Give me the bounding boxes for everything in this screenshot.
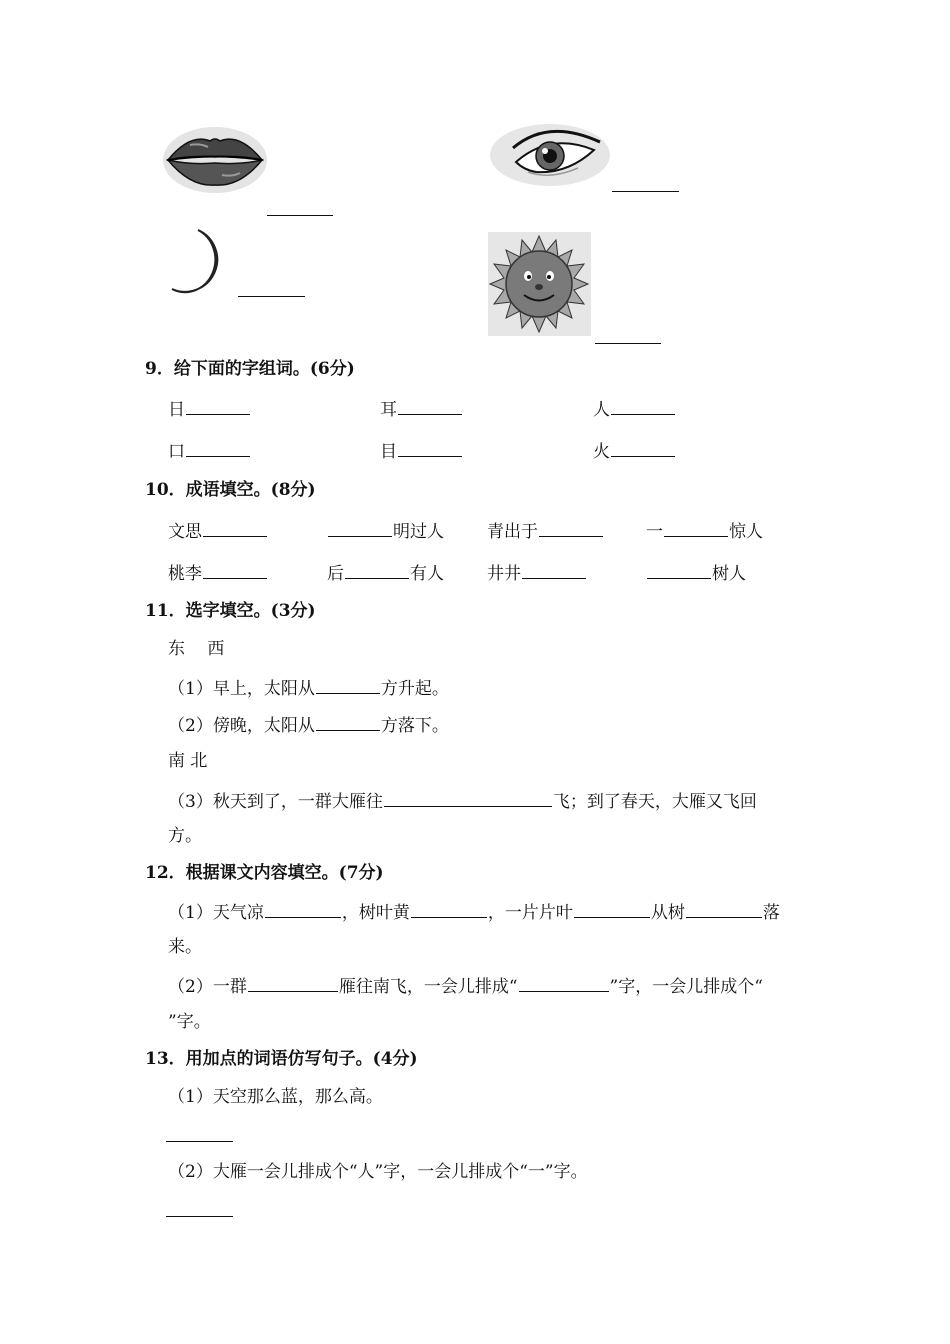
q9-blank[interactable] [186,439,250,457]
sentence-text: ”字，一会儿排成个“ [609,977,763,997]
idiom-text: 树人 [712,564,746,584]
idiom-blank[interactable] [647,561,711,579]
q11-sentence-2 [168,713,449,737]
idiom-item [168,561,268,585]
q9-char: 火 [593,442,610,462]
idiom-item [646,519,763,543]
idiom-text: 有人 [410,564,444,584]
idiom-blank[interactable] [664,519,728,537]
idiom-text: 明过人 [393,522,444,542]
q10-title: 10．成语填空。(8分) [145,480,316,500]
idiom-blank[interactable] [539,519,603,537]
idiom-item [487,519,604,543]
q11-choices-2: 南 北 [168,751,208,771]
eye-icon [488,122,613,188]
idiom-item [487,561,587,585]
sun-answer-blank[interactable] [595,343,661,344]
sentence-text: 从树 [650,903,685,923]
q9-blank[interactable] [611,397,675,415]
idiom-text: 文思 [168,522,202,542]
sentence-text: 方落下。 [380,716,449,736]
q9-char: 目 [380,442,397,462]
q13-answer-blank-2[interactable] [166,1216,233,1217]
answer-blank[interactable] [316,713,380,731]
idiom-text: 井井 [487,564,521,584]
q9-item [593,439,676,463]
q9-blank[interactable] [186,397,250,415]
sentence-text: ，树叶黄 [341,903,410,923]
sentence-text: （2）傍晚，太阳从 [168,716,315,736]
q9-blank[interactable] [398,397,462,415]
mouth-answer-blank[interactable] [267,215,333,216]
idiom-text: 青出于 [487,522,538,542]
sentence-text: 落 [762,903,780,923]
q11-title: 11．选字填空。(3分) [145,601,316,621]
q13-sentence-2: （2）大雁一会儿排成个“人”字，一会儿排成个“一”字。 [168,1162,588,1182]
q9-char: 口 [168,442,185,462]
idiom-blank[interactable] [203,519,267,537]
eye-answer-blank[interactable] [612,191,679,192]
sentence-text: 方升起。 [380,679,449,699]
moon-answer-blank[interactable] [238,296,305,297]
answer-blank[interactable] [519,974,609,992]
q11-choices-1: 东 西 [168,639,225,659]
idiom-text: 一 [646,522,663,542]
sentence-text: 飞；到了春天，大雁又飞回 [552,792,757,812]
sentence-text: （2）一群 [168,977,247,997]
idiom-item [327,519,444,543]
q9-char: 人 [593,400,610,420]
idiom-item [646,561,746,585]
answer-blank[interactable] [316,676,380,694]
idiom-text: 桃李 [168,564,202,584]
answer-blank[interactable] [265,900,341,918]
q9-item [380,439,463,463]
q12-sentence-1-cont: 来。 [168,937,202,957]
answer-blank[interactable] [248,974,338,992]
mouth-icon [160,125,270,195]
q9-char: 日 [168,400,185,420]
idiom-text: 惊人 [729,522,763,542]
sentence-text: ，一片片叶 [487,903,573,923]
q9-item [168,397,251,421]
answer-blank[interactable] [384,789,552,807]
q9-title: 9．给下面的字组词。(6分) [145,359,355,379]
idiom-item [327,561,444,585]
q13-sentence-1: （1）天空那么蓝，那么高。 [168,1087,383,1107]
q9-blank[interactable] [398,439,462,457]
q12-sentence-1 [168,900,780,924]
idiom-blank[interactable] [203,561,267,579]
answer-blank[interactable] [686,900,762,918]
q9-char: 耳 [380,400,397,420]
sentence-text: （3）秋天到了，一群大雁往 [168,792,383,812]
answer-blank[interactable] [574,900,650,918]
q13-title: 13．用加点的词语仿写句子。(4分) [145,1049,418,1069]
q11-sentence-1 [168,676,449,700]
q12-sentence-2-cont: ”字。 [168,1012,211,1032]
q9-item [593,397,676,421]
q9-blank[interactable] [611,439,675,457]
idiom-item [168,519,268,543]
q9-item [380,397,463,421]
q12-title: 12．根据课文内容填空。(7分) [145,863,384,883]
idiom-blank[interactable] [522,561,586,579]
moon-icon [168,227,238,297]
sentence-text: 雁往南飞，一会儿排成“ [338,977,518,997]
sentence-text: （1）早上，太阳从 [168,679,315,699]
q12-sentence-2 [168,974,763,998]
q13-answer-blank-1[interactable] [166,1141,233,1142]
sentence-text: （1）天气凉 [168,903,264,923]
sun-icon [488,232,591,336]
answer-blank[interactable] [411,900,487,918]
q11-sentence-3 [168,789,757,813]
idiom-blank[interactable] [328,519,392,537]
q11-sentence-3-cont: 方。 [168,826,202,846]
idiom-blank[interactable] [345,561,409,579]
idiom-text: 后 [327,564,344,584]
q9-item [168,439,251,463]
